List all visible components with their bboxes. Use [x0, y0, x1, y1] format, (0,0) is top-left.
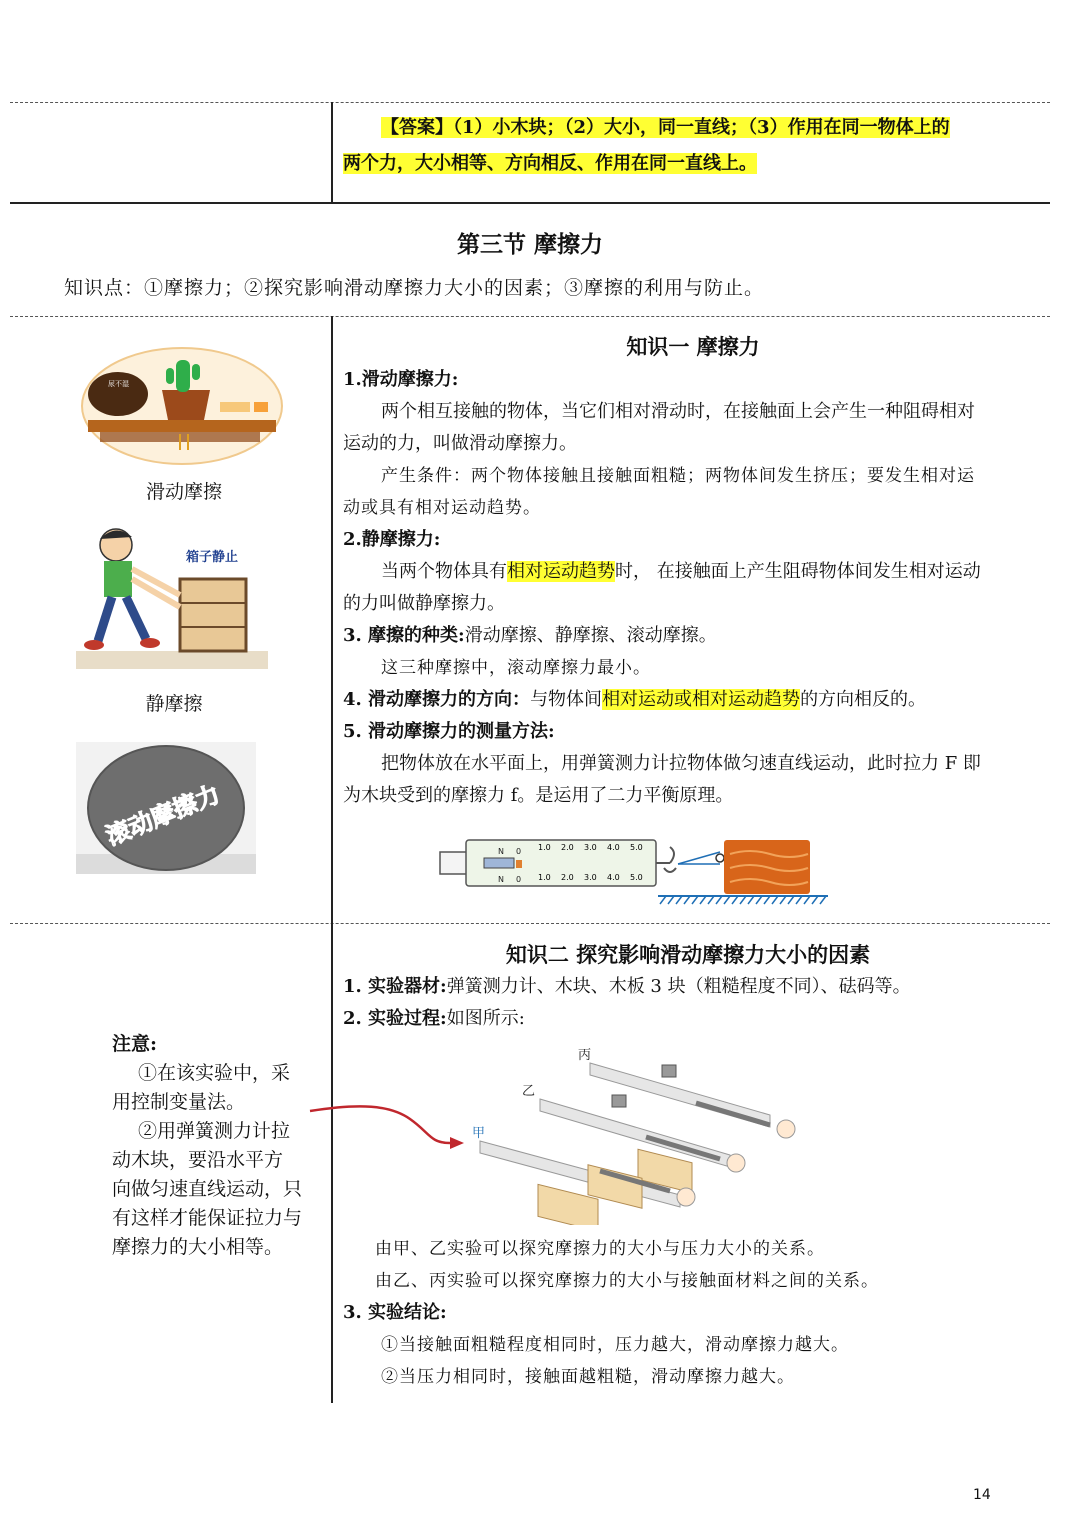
- static-friction-image: [76, 523, 268, 673]
- k1-p4-pre: 与物体间: [530, 689, 603, 710]
- k1-p2-pre: 当两个物体具有: [381, 561, 507, 582]
- ground-hatch: [772, 896, 778, 904]
- k1-p3-text: 滑动摩擦、静摩擦、滚动摩擦。: [464, 625, 717, 646]
- ground-hatch: [740, 896, 746, 904]
- ground-hatch: [820, 896, 826, 904]
- scale-tick-label: 1.0: [538, 873, 551, 882]
- rolling-label: 滚动摩擦力: [102, 779, 224, 851]
- k1-p1-title: 1.滑动摩擦力:: [343, 369, 459, 390]
- k1-p2-post: 时， 在接触面上产生阻碍物体间发生相对运动: [615, 561, 981, 582]
- caption-static: 静摩擦: [145, 693, 203, 715]
- ground-hatch: [732, 896, 738, 904]
- scale-zero-top: 0: [516, 847, 522, 856]
- note-line-6: 有这样才能保证拉力与: [112, 1207, 303, 1229]
- answer-bottom-divider: [10, 202, 1050, 204]
- k2-p1-text: 弹簧测力计、木块、木板 3 块（粗糙程度不同）、砝码等。: [446, 976, 911, 997]
- scale-zero-bottom: 0: [516, 875, 522, 884]
- scale-tick-label: 3.0: [584, 873, 597, 882]
- k1-p4-title: 4. 滑动摩擦力的方向：: [343, 689, 531, 710]
- scale-tick-label: 4.0: [607, 873, 620, 882]
- k1-p5-line1: 把物体放在水平面上，用弹簧测力计拉物体做匀速直线运动，此时拉力 F 即: [381, 753, 981, 774]
- answer-label: 【答案】: [381, 117, 453, 138]
- k2-body-bottom: [343, 1233, 1043, 1393]
- k1-p2-line2: 的力叫做静摩擦力。: [343, 593, 505, 614]
- ground-hatch: [764, 896, 770, 904]
- note-line-2: 用控制变量法。: [112, 1091, 246, 1113]
- label-jia: 甲: [472, 1126, 486, 1141]
- k1-title: 知识一 摩擦力: [626, 335, 760, 359]
- ground-hatch: [660, 896, 666, 904]
- k1-p3-title: 3. 摩擦的种类:: [343, 625, 465, 646]
- label-yi: 乙: [522, 1084, 536, 1099]
- k1-p5-title: 5. 滑动摩擦力的测量方法:: [343, 721, 555, 742]
- k1-p4-post: 的方向相反的。: [800, 689, 927, 710]
- page-number: 14: [973, 1487, 991, 1503]
- caption-sliding: 滑动摩擦: [145, 481, 222, 503]
- ground-hatch: [676, 896, 682, 904]
- answer-line2: 两个力，大小相等、方向相反、作用在同一直线上。: [343, 153, 757, 174]
- k1-p5-line2: 为木块受到的摩擦力 f。是运用了二力平衡原理。: [343, 785, 734, 806]
- answer-line1: （1）小木块；（2）大小，同一直线；（3）作用在同一物体上的: [453, 117, 950, 138]
- ground-hatch: [812, 896, 818, 904]
- knowledge-points: 知识点：①摩擦力；②探究影响滑动摩擦力大小的因素；③摩擦的利用与防止。: [64, 277, 765, 299]
- scale-tick-label: 5.0: [630, 843, 643, 852]
- k2-conclusion-1: ①当接触面粗糙程度相同时，压力越大，滑动摩擦力越大。: [381, 1335, 849, 1355]
- note-line-5: 向做匀速直线运动，只: [112, 1178, 303, 1200]
- scale-tick-label: 2.0: [561, 843, 574, 852]
- scale-n-top: N: [498, 847, 504, 856]
- ground-hatch: [804, 896, 810, 904]
- ground-hatch: [756, 896, 762, 904]
- answer-column-divider: [331, 102, 333, 202]
- rolling-friction-image: [76, 742, 256, 874]
- k1-p2-title: 2.静摩擦力:: [343, 529, 441, 550]
- label-bing: 丙: [578, 1048, 592, 1063]
- ground-hatch: [780, 896, 786, 904]
- ground-hatch: [708, 896, 714, 904]
- box-status-label: 箱子静止: [186, 550, 239, 565]
- section-divider: [10, 316, 1050, 317]
- k1-column-divider: [331, 316, 333, 923]
- k2-p2-text: 如图所示:: [446, 1008, 525, 1029]
- note-title: 注意:: [112, 1033, 158, 1055]
- ground-hatch: [724, 896, 730, 904]
- top-divider: [10, 102, 1050, 103]
- section-title: 第三节 摩擦力: [456, 232, 603, 258]
- k2-p3-title: 3. 实验结论:: [343, 1302, 447, 1323]
- ground-hatch: [716, 896, 722, 904]
- ground-hatch: [692, 896, 698, 904]
- spring-scale-diagram: [438, 834, 830, 910]
- note-line-3: ②用弹簧测力计拉: [138, 1120, 291, 1142]
- k2-body-top: [343, 971, 1043, 1035]
- sliding-friction-image: [80, 346, 285, 466]
- k2-line-a: 由甲、乙实验可以探究摩擦力的大小与压力大小的关系。: [375, 1239, 825, 1259]
- k1-p1-line1: 两个相互接触的物体，当它们相对滑动时，在接触面上会产生一种阻碍相对: [381, 401, 975, 422]
- answer-block: [343, 110, 1033, 182]
- note-line-4: 动木块，要沿水平方: [112, 1149, 284, 1171]
- ground-hatch: [788, 896, 794, 904]
- k2-divider: [10, 923, 1050, 924]
- scale-tick-label: 2.0: [561, 873, 574, 882]
- k1-p1-cond2: 动或具有相对运动趋势。: [343, 498, 541, 518]
- scale-n-bottom: N: [498, 875, 504, 884]
- k2-title: 知识二 探究影响滑动摩擦力大小的因素: [505, 943, 871, 967]
- k1-p3-line2: 这三种摩擦中，滚动摩擦力最小。: [381, 658, 651, 678]
- block-label: 尿不湿: [108, 380, 129, 388]
- scale-tick-label: 5.0: [630, 873, 643, 882]
- k2-line-b: 由乙、丙实验可以探究摩擦力的大小与接触面材料之间的关系。: [375, 1271, 879, 1291]
- note-line-7: 摩擦力的大小相等。: [112, 1236, 284, 1258]
- ground-hatch: [748, 896, 754, 904]
- k2-conclusion-2: ②当压力相同时，接触面越粗糙，滑动摩擦力越大。: [381, 1367, 795, 1387]
- experiment-diagram: [300, 1045, 820, 1225]
- k1-body: [343, 364, 1043, 812]
- note-box: [112, 1030, 308, 1262]
- ground-hatch: [668, 896, 674, 904]
- k2-p2-title: 2. 实验过程:: [343, 1008, 447, 1029]
- k2-p1-title: 1. 实验器材:: [343, 976, 447, 997]
- ground-hatch: [796, 896, 802, 904]
- scale-tick-label: 1.0: [538, 843, 551, 852]
- note-line-1: ①在该实验中，采: [138, 1062, 291, 1084]
- k1-p4-highlight: 相对运动或相对运动趋势: [602, 689, 801, 710]
- scale-tick-label: 4.0: [607, 843, 620, 852]
- ground-hatch: [684, 896, 690, 904]
- k1-p2-highlight: 相对运动趋势: [507, 561, 615, 582]
- k1-p1-cond1: 产生条件：两个物体接触且接触面粗糙；两物体间发生挤压；要发生相对运: [381, 466, 975, 486]
- ground-hatch: [700, 896, 706, 904]
- k1-p1-line2: 运动的力，叫做滑动摩擦力。: [343, 433, 577, 454]
- scale-tick-label: 3.0: [584, 843, 597, 852]
